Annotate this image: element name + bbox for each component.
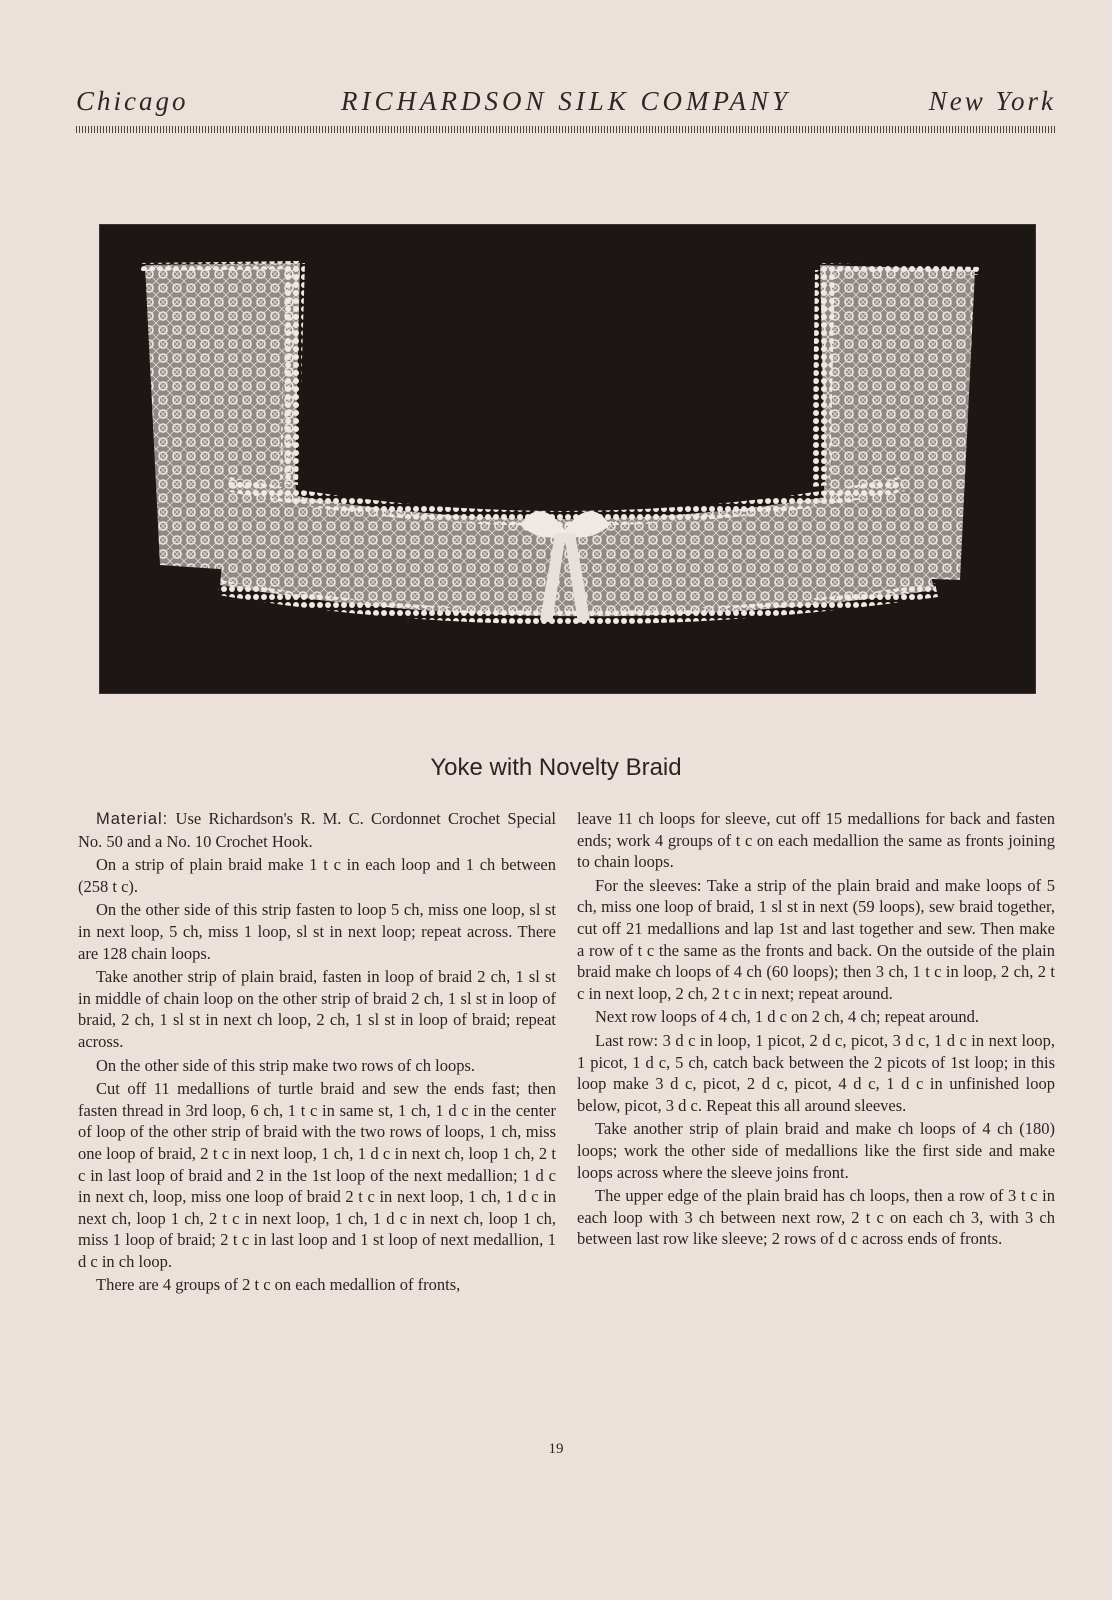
instruction-paragraph: On the other side of this strip make two rows of ch loops. (96, 1055, 475, 1075)
header-company-name: RICHARDSON SILK COMPANY (340, 86, 792, 116)
material-text: Use Richardson's R. M. C. Cordonnet Crochet Special No. 50 and a No. 10 Crochet Hook. (78, 809, 556, 851)
page-number: 19 (548, 1441, 564, 1457)
running-header (76, 86, 1056, 126)
left-text-column (78, 808, 556, 1298)
instruction-paragraph: Take another strip of plain braid and make ch loops of 4 ch (180) loops; work the other side of medallions like the first side and make loops across where the sleeve joins front. (577, 1119, 1055, 1182)
instruction-paragraph: The upper edge of the plain braid has ch loops, then a row of 3 t c in each loop with 3 ch between next row, 2 t c on each ch 3, with 3 ch between last row like sleeve; 2 rows of d c across ends of fronts. (577, 1186, 1055, 1249)
instruction-paragraph: Last row: 3 d c in loop, 1 picot, 2 d c, picot, 3 d c, 1 d c in next loop, 1 picot, 1 d c, 5 ch, catch back between the 2 picots of 1st loop; in this loop make 3 d c, picot, 2 d c, picot, 4 d c, 1 d c in unfinished loop below, picot, 3 d c. Repeat this all around sleeves. (577, 1030, 1055, 1115)
instruction-paragraph: Cut off 11 medallions of turtle braid and sew the ends fast; then fasten thread in 3rd loop, 6 ch, 1 t c in same st, 1 ch, 1 d c in the center of loop of the other strip of braid with the two rows of loops, 1 ch, miss one loop of braid, 2 t c in next loop, 1 ch, 1 d c in next ch, loop 1 ch, 2 t c in last loop of braid and 2 in the 1st loop of the next medallion; 1 d c in next ch, loop, miss one loop of braid 2 t c in next loop, 1 ch, 1 d c in next ch, loop 1 ch, 2 t c in next loop, 1 ch, 1 d c in next ch, loop 1 ch, miss 1 loop of braid; 2 t c in last loop and 1 st loop of next medallion, 1 d c in ch loop. (78, 1079, 556, 1271)
instruction-paragraph: On the other side of this strip fasten to loop 5 ch, miss one loop, sl st in next loop, 5 ch, miss 1 loop, sl st in next loop; repeat across. There are 128 chain loops. (78, 900, 556, 963)
header-rule (76, 126, 1056, 133)
instruction-paragraph: On a strip of plain braid make 1 t c in each loop and 1 ch between (258 t c). (78, 855, 556, 896)
instruction-paragraph: Take another strip of plain braid, fasten in loop of braid 2 ch, 1 sl st in middle of chain loop on the other strip of braid 2 ch, 1 sl st in loop of braid, 2 ch, 1 sl st in next ch loop, 2 ch, 1 sl st in loop of braid; repeat across. (78, 967, 556, 1051)
instruction-paragraph: leave 11 ch loops for sleeve, cut off 15 medallions for back and fasten ends; work 4 groups of t c on each medallion the same as fronts joining to chain loops. (577, 809, 1055, 872)
instruction-paragraph: For the sleeves: Take a strip of the plain braid and make loops of 5 ch, miss one loop of braid, 1 sl st in next (59 loops), sew braid together, cut off 21 medallions and lap 1st and last together and sew. Then make a row of t c the same as the fronts and back. On the outside of the plain braid make ch loops of 4 ch (60 loops); then 3 ch, 1 t c in loop, 2 ch, 2 t c in next loop, 2 ch, 2 t c in next; repeat around. (577, 875, 1055, 1003)
material-paragraph (78, 808, 556, 852)
instruction-paragraph: Next row loops of 4 ch, 1 d c on 2 ch, 4 ch; repeat around. (595, 1007, 979, 1027)
pattern-title: Yoke with Novelty Braid (430, 754, 682, 781)
material-label: Material: (96, 810, 169, 828)
header-city-right: New York (928, 86, 1056, 116)
crochet-yoke-photo (99, 224, 1036, 694)
header-city-left: Chicago (76, 86, 189, 116)
instruction-paragraph: There are 4 groups of 2 t c on each medallion of fronts, (96, 1275, 461, 1295)
right-text-column (577, 808, 1055, 1252)
